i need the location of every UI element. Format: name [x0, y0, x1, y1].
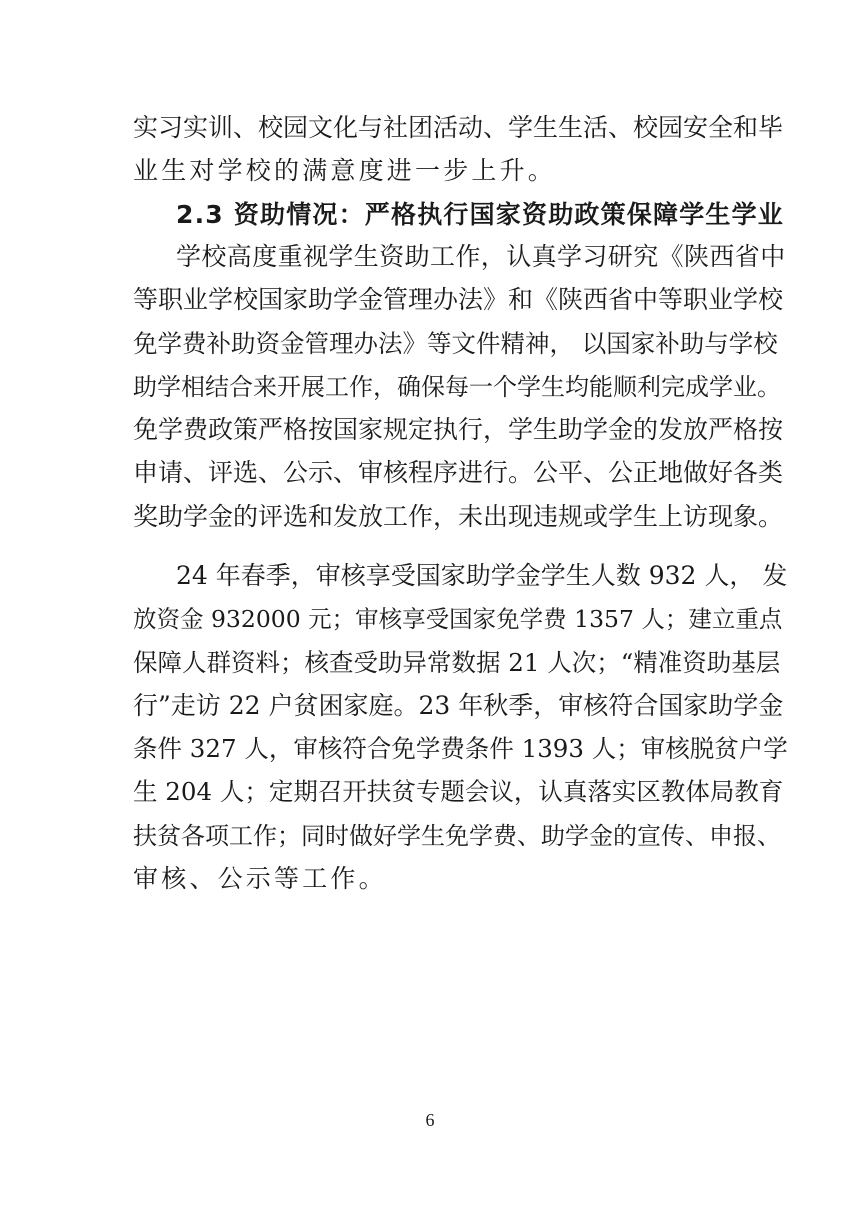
paragraph-line: 条件 327 人，审核符合免学费条件 1393 人；审核脱贫户学 [133, 734, 788, 763]
paragraph-line: 奖助学金的评选和发放工作，未出现违规或学生上访现象。 [133, 502, 784, 531]
paragraph-line: 生 204 人；定期召开扶贫专题会议，认真落实区教体局教育 [133, 777, 784, 806]
intro-line: 业生对学校的满意度进一步上升。 [133, 156, 557, 185]
paragraph-line: 放资金 932000 元；审核享受国家免学费 1357 人；建立重点 [133, 605, 783, 633]
paragraph-line: 24 年春季，审核享受国家助学金学生人数 932 人， 发 [176, 561, 788, 590]
paragraph-line: 保障人群资料；核查受助异常数据 21 人次；“精准资助基层 [133, 648, 781, 677]
paragraph-line: 助学相结合来开展工作，确保每一个学生均能顺利完成学业。 [133, 373, 781, 401]
paragraph-line: 免学费补助资金管理办法》等文件精神， 以国家补助与学校 [133, 329, 778, 358]
paragraph-line: 行”走访 22 户贫困家庭。23 年秋季，审核符合国家助学金 [133, 691, 784, 720]
section-heading: 2.3 资助情况：严格执行国家资助政策保障学生学业 [176, 200, 784, 229]
paragraph-line: 免学费政策严格按国家规定执行，学生助学金的发放严格按 [133, 415, 784, 444]
paragraph-line: 学校高度重视学生资助工作，认真学习研究《陕西省中 [176, 242, 786, 271]
paragraph-line: 等职业学校国家助学金管理办法》和《陕西省中等职业学校 [133, 285, 784, 314]
paragraph-line: 审核、公示等工作。 [133, 864, 387, 893]
paragraph-line: 申请、评选、公示、审核程序进行。公平、公正地做好各类 [133, 458, 784, 487]
page-number: 6 [425, 1110, 435, 1130]
paragraph-line: 扶贫各项工作；同时做好学生免学费、助学金的宣传、申报、 [133, 822, 781, 850]
intro-line: 实习实训、校园文化与社团活动、学生生活、校园安全和毕 [133, 113, 784, 142]
